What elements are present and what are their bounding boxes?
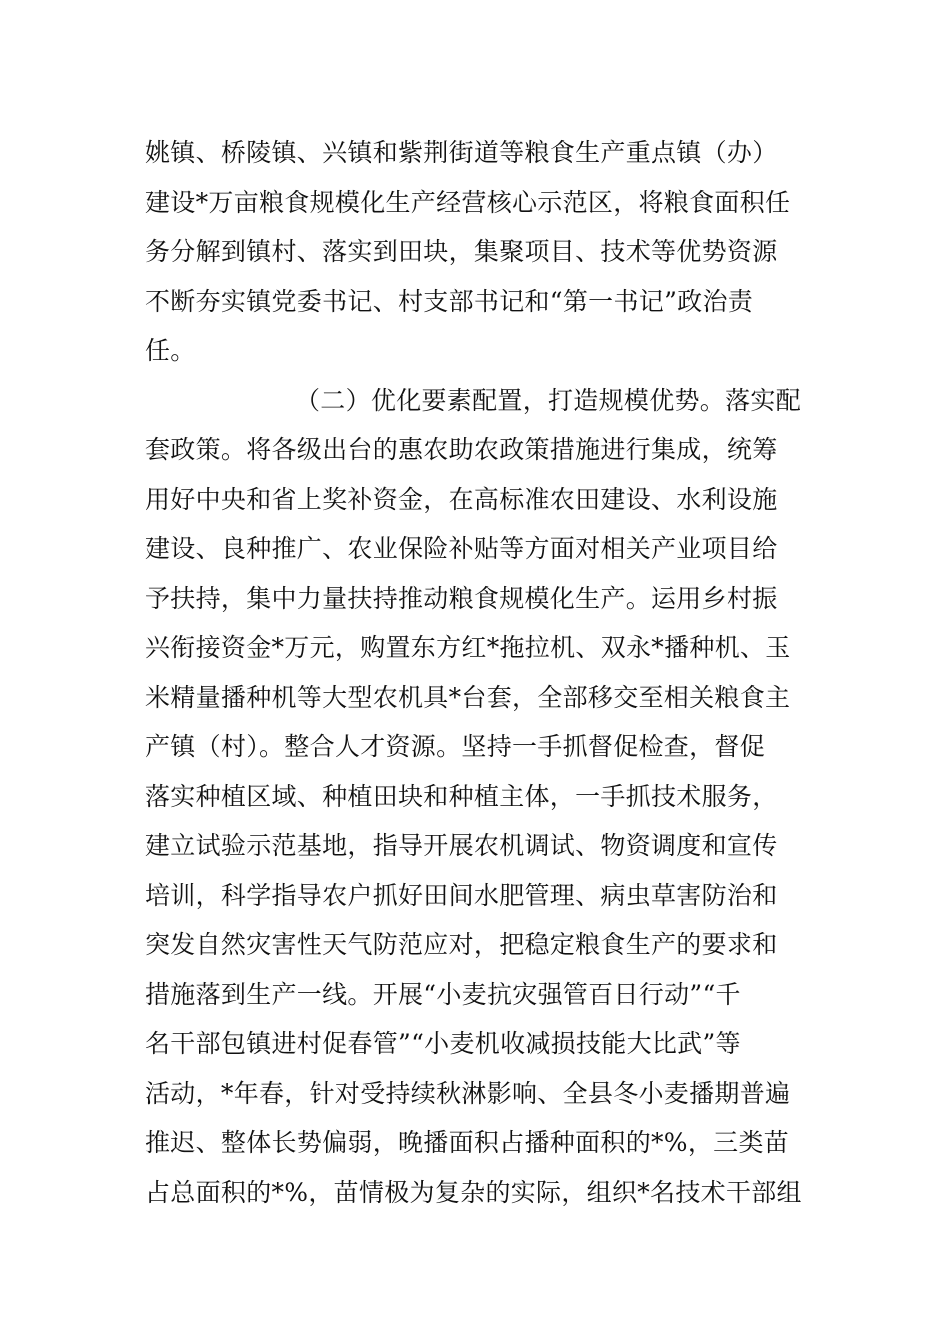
text-line: 务分解到镇村、落实到田块，集聚项目、技术等优势资源: [145, 237, 778, 266]
text-line: 用好中央和省上奖补资金，在高标准农田建设、水利设施: [145, 484, 778, 514]
text-line: 任。: [145, 336, 196, 365]
text-line: 活动，*年春，针对受持续秋淋影响、全县冬小麦播期普遍: [145, 1078, 791, 1108]
body-text: [145, 128, 810, 1217]
text-line: 占总面积的*%，苗情极为复杂的实际，组织*名技术干部组: [145, 1177, 802, 1207]
text-line: 产镇（村）。整合人才资源。坚持一手抓督促检查，督促: [145, 732, 766, 761]
text-line: 名干部包镇进村促春管”“小麦机收减损技能大比武”等: [145, 1029, 741, 1058]
text-line: 措施落到生产一线。开展“小麦抗灾强管百日行动”“千: [145, 979, 741, 1009]
text-line: 米精量播种机等大型农机具*台套，全部移交至相关粮食主: [145, 682, 791, 712]
text-line: 建立试验示范基地，指导开展农机调试、物资调度和宣传: [145, 831, 778, 860]
text-line: 推迟、整体长势偏弱，晚播面积占播种面积的*%，三类苗: [145, 1128, 790, 1157]
text-line: 建设、良种推广、农业保险补贴等方面对相关产业项目给: [145, 534, 778, 563]
text-line: 不断夯实镇党委书记、村支部书记和“第一书记”政治责: [145, 286, 754, 316]
text-line: 培训，科学指导农户抓好田间水肥管理、病虫草害防治和: [145, 880, 778, 910]
text-line: 突发自然灾害性天气防范应对，把稳定粮食生产的要求和: [145, 930, 778, 959]
text-line: 予扶持，集中力量扶持推动粮食规模化生产。运用乡村振: [145, 583, 778, 613]
text-line: 姚镇、桥陵镇、兴镇和紫荆街道等粮食生产重点镇（办）: [145, 138, 778, 167]
text-line: 落实种植区域、种植田块和种植主体，一手抓技术服务，: [145, 781, 778, 811]
text-line: 兴衔接资金*万元，购置东方红*拖拉机、双永*播种机、玉: [145, 633, 791, 662]
text-line: 套政策。将各级出台的惠农助农政策措施进行集成，统筹: [145, 435, 778, 464]
text-line: 建设*万亩粮食规模化生产经营核心示范区，将粮食面积任: [145, 187, 791, 217]
section-heading-line: （二）优化要素配置，打造规模优势。落实配: [295, 385, 802, 415]
